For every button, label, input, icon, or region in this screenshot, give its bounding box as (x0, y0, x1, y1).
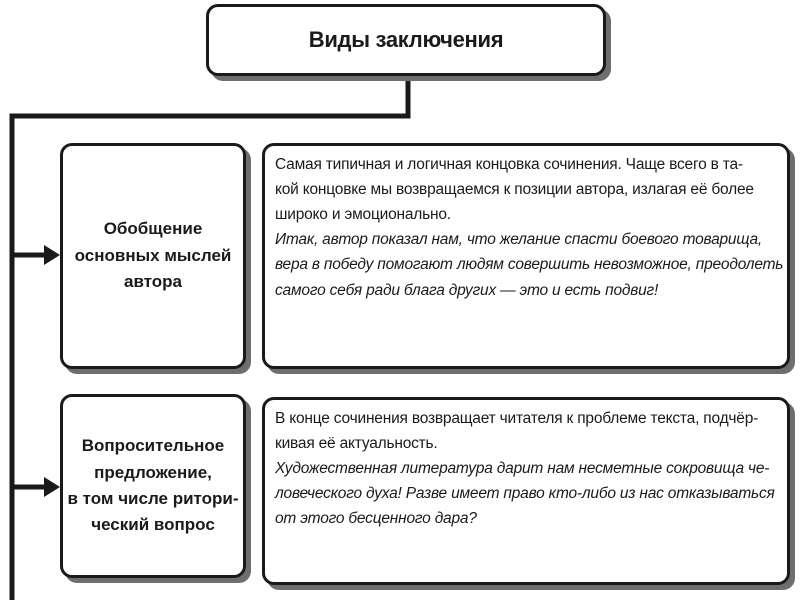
example-line: Художественная литература дарит нам несметные сокровища че- (275, 460, 770, 478)
type-label-box-1 (60, 143, 246, 369)
type-label-line: предложение, (94, 462, 212, 482)
arrow-head-1 (44, 245, 60, 265)
type-label-box-2 (60, 394, 246, 578)
description-line: В конце сочинения возвращает читателя к проблеме текста, подчёр- (275, 410, 759, 427)
example-line: от этого бесценного дара? (275, 510, 477, 528)
example-line: ловеческого духа! Разве имеет право кто-либо из нас отказываться (275, 485, 775, 503)
type-label-line: основных мыслей (74, 245, 232, 265)
example-line: самого себя ради блага других — это и есть подвиг! (275, 281, 659, 299)
description-line: кой концовке мы возвращаемся к позиции автора, излагая её более (275, 181, 754, 199)
type-description-box-1 (262, 143, 790, 369)
type-label-line: Вопросительное (81, 436, 225, 456)
type-label-line: Обобщение (103, 219, 203, 239)
type-label-line: ческий вопрос (91, 515, 215, 535)
type-label-line: в том числе ритори- (67, 489, 239, 508)
type-label-line: автора (123, 272, 182, 292)
type-description-box-2 (262, 397, 790, 585)
diagram-title: Виды заключения (308, 27, 504, 52)
description-line: широко и эмоционально. (275, 206, 451, 224)
arrow-head-2 (44, 477, 60, 497)
example-line: вера в победу помогают людям совершить невозможное, преодолеть (275, 256, 784, 274)
description-line: Самая типичная и логичная концовка сочинения. Чаще всего в та- (275, 156, 743, 173)
description-line: кивая её актуальность. (275, 435, 438, 453)
title-box (206, 4, 606, 76)
example-line: Итак, автор показал нам, что желание спасти боевого товарища, (275, 231, 763, 249)
